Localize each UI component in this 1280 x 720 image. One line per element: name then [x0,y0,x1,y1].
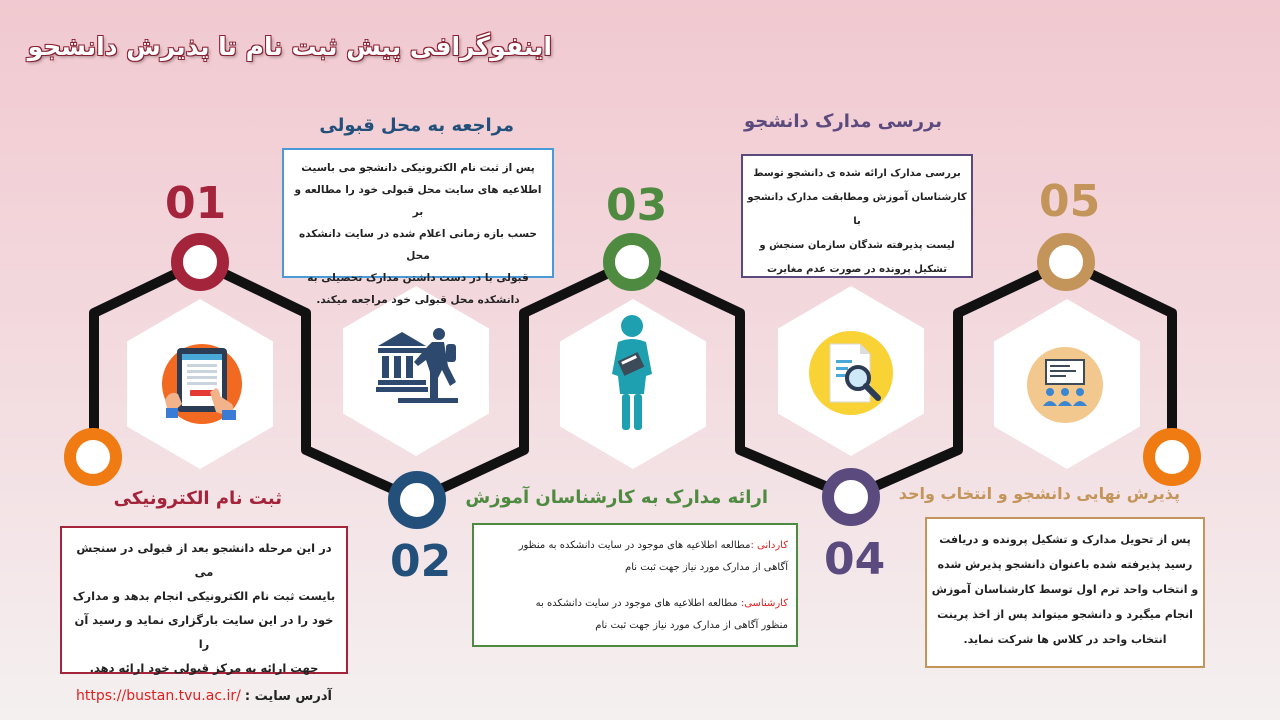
person-with-documents-icon [604,314,660,432]
step-4-line-1: بررسی مدارک ارائه شده ی دانشجو توسط [753,168,961,179]
end-ring [1143,428,1201,486]
step-5-heading: پذیرش نهایی دانشجو و انتخاب واحد [898,484,1180,503]
step-2-bottom-ring [388,471,446,529]
start-ring [64,428,122,486]
classroom-presentation-icon [1026,346,1104,424]
step-4-description-box [741,154,973,278]
step-1-number: 01 [165,178,227,229]
step-1-line-1: در این مرحله دانشجو بعد از قبولی در سنجش می [76,541,332,579]
step-2-line-4: قبولی با در دست داشتن مدارک تحصیلی به [307,272,529,284]
step-2-number: 02 [390,536,452,587]
address-link[interactable]: https://bustan.tvu.ac.ir/ [76,688,241,704]
step-5-number: 05 [1039,176,1101,227]
walking-to-building-icon [372,326,464,406]
step-3-item-1-label: کاردانی : [750,540,788,551]
step-1-line-2: بایست ثبت نام الکترونیکی انجام بدهد و مدارک [72,589,336,603]
step-1-line-3: خود را در این سایت بارگزاری نماید و رسید آن را [74,613,334,651]
step-3-top-ring [603,233,661,291]
address-label: آدرس سایت : [244,689,332,704]
step-2-line-5: دانشکده محل قبولی خود مراجعه میکند. [316,294,520,306]
step-2-line-2: اطلاعیه های سایت محل قبولی خود را مطالعه و بر [294,184,542,218]
step-5-line-5: انتخاب واحد در کلاس ها شرکت نماید. [963,633,1167,646]
step-1-line-4: جهت ارائه به مرکز قبولی خود ارائه دهد. [89,661,319,675]
step-4-heading: بررسی مدارک دانشجو [743,111,942,132]
step-4-line-3: لیست پذیرفته شدگان سازمان سنجش و [759,240,955,251]
step-4-number: 04 [824,534,886,585]
step-2-line-3: حسب بازه زمانی اعلام شده در سایت دانشکده محل [299,228,537,262]
step-3-item-1 [482,535,788,557]
step-3-heading: ارائه مدارک به کارشناسان آموزش [465,487,768,508]
tablet-register-icon [160,340,244,424]
step-4-line-4: تشکیل پرونده در صورت عدم مغایرت [767,264,947,275]
step-3-item-2-text2: منظور آگاهی از مدارک مورد نیاز جهت ثبت نام [595,620,788,631]
step-5-description-box [925,517,1205,668]
step-5-line-1: پس از تحویل مدارک و تشکیل پرونده و دریافت [939,533,1191,546]
step-3-item-2 [482,593,788,615]
step-4-bottom-ring [822,468,880,526]
document-search-icon [808,330,894,416]
step-3-item-2-label: کارشناسی: [740,598,788,609]
step-1-heading: ثبت نام الکترونیکی [113,488,282,509]
step-1-description-box [60,526,348,704]
step-2-line-1: پس از ثبت نام الکترونیکی دانشجو می باسیت [301,162,535,174]
step-1-top-ring [171,233,229,291]
step-2-heading: مراجعه به محل قبولی [319,115,514,136]
step-3-item-1-text2: آگاهی از مدارک مورد نیاز جهت ثبت نام [625,562,788,573]
step-4-line-2: کارشناسان آموزش ومطابقت مدارک دانشجو با [747,192,967,227]
step-3-number: 03 [606,180,668,231]
page-title: اینفوگرافی پیش ثبت نام تا پذیرش دانشجو [27,32,552,61]
step-1-address [68,684,340,709]
step-2-description-box [282,148,554,306]
step-3-description-box [472,523,798,647]
step-5-line-3: و انتخاب واحد ترم اول توسط کارشناسان آموزش [931,583,1199,596]
step-5-line-2: رسید پذیرفته شده باعنوان دانشجو پذیرش شده [937,558,1193,571]
step-3-item-1-text: مطالعه اطلاعیه های موجود در سایت دانشکده به منظور [518,540,751,551]
step-5-line-4: انجام میگیرد و دانشجو میتواند پس از اخذ پرینت [937,608,1193,621]
step-5-top-ring [1037,233,1095,291]
step-3-item-2-text: مطالعه اطلاعیه های موجود در سایت دانشکده به [535,598,741,609]
